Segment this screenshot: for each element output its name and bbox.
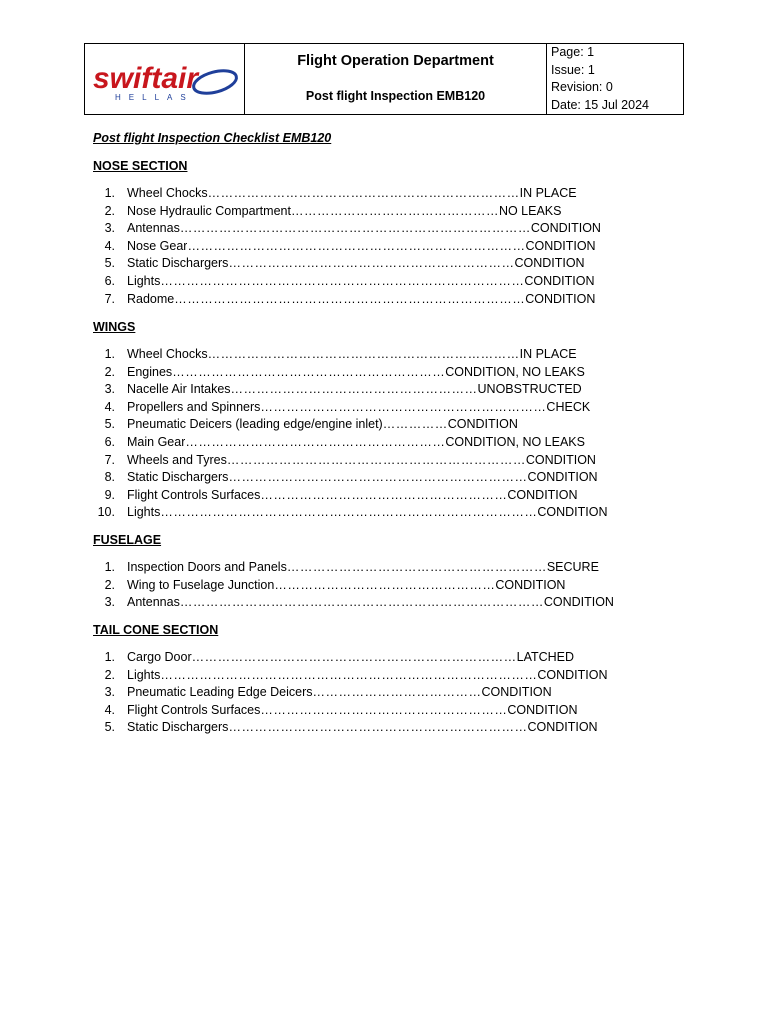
item-leader-dots: ………………………………………………………………………: [174, 291, 526, 306]
item-status: CONDITION: [537, 667, 608, 682]
checklist-item: [93, 504, 608, 522]
item-number: 2.: [104, 667, 115, 682]
checklist-item: [93, 203, 601, 221]
item-leader-dots: …………………………………………………………………: [191, 650, 517, 664]
item-label: Pneumatic Leading Edge Deicers: [127, 685, 313, 700]
item-label: Pneumatic Deicers (leading edge/engine inlet): [127, 417, 383, 432]
section-title: FUSELAGE: [93, 533, 162, 547]
item-number: 7.: [104, 291, 115, 306]
checklist-item: [93, 684, 608, 702]
checklist-title: Post flight Inspection Checklist EMB120: [93, 131, 332, 145]
item-label: Propellers and Spinners: [127, 399, 261, 414]
checklist-item: [93, 346, 608, 364]
logo-subtext: HELLAS: [114, 93, 194, 102]
revision-number: Revision: 0: [551, 80, 613, 94]
section-title: TAIL CONE SECTION: [93, 623, 219, 637]
item-label: Static Dischargers: [127, 256, 229, 271]
item-label: Nose Hydraulic Compartment: [127, 203, 291, 218]
item-number: 2.: [104, 364, 115, 379]
item-status: LATCHED: [516, 650, 575, 664]
item-status: CONDITION: [507, 702, 578, 717]
item-label: Nacelle Air Intakes: [127, 382, 231, 397]
checklist-item: [93, 649, 608, 667]
item-number: 1.: [104, 186, 115, 200]
item-status: UNOBSTRUCTED: [477, 382, 582, 397]
item-leader-dots: …………………………………………………………: [228, 256, 515, 271]
title-cell: [245, 44, 547, 114]
checklist-item: [93, 416, 608, 434]
item-status: CONDITION: [530, 221, 601, 236]
checklist-item: [93, 702, 608, 720]
item-label: Static Dischargers: [127, 470, 229, 485]
item-status: SECURE: [546, 560, 599, 574]
checklist-items: [93, 649, 608, 737]
item-status: CONDITION: [527, 470, 598, 485]
item-status: CONDITION: [525, 238, 596, 253]
item-label: Lights: [127, 667, 161, 682]
checklist-item: [93, 255, 601, 273]
section-title: WINGS: [93, 320, 136, 334]
item-leader-dots: …………………………………………………………………………: [160, 273, 525, 288]
item-status: CONDITION: [543, 595, 614, 610]
item-number: 6.: [104, 434, 115, 449]
item-number: 2.: [104, 577, 115, 592]
item-number: 9.: [104, 487, 115, 502]
item-status: CONDITION: [525, 291, 596, 306]
item-status: IN PLACE: [519, 347, 577, 361]
item-label: Inspection Doors and Panels: [127, 560, 287, 574]
item-status: CHECK: [546, 399, 591, 414]
item-label: Flight Controls Surfaces: [127, 702, 261, 717]
item-number: 2.: [104, 203, 115, 218]
item-leader-dots: ………………………………………………………………: [207, 347, 520, 361]
item-leader-dots: ……………………………………………………: [185, 434, 446, 449]
item-leader-dots: ……………………………………………: [274, 577, 496, 592]
item-label: Wing to Fuselage Junction: [127, 577, 275, 592]
item-label: Nose Gear: [127, 238, 188, 253]
checklist-item: [93, 364, 608, 382]
item-label: Wheel Chocks: [127, 347, 208, 361]
item-label: Antennas: [127, 595, 180, 610]
item-number: 5.: [104, 720, 115, 735]
item-status: CONDITION: [527, 720, 598, 735]
section-fuselage: [93, 531, 614, 612]
item-number: 5.: [104, 256, 115, 271]
item-number: 3.: [104, 685, 115, 700]
item-label: Static Dischargers: [127, 720, 229, 735]
checklist-item: [93, 291, 601, 309]
item-leader-dots: ……………………………………………………………: [228, 470, 528, 485]
item-status: CONDITION: [537, 505, 608, 520]
checklist-item: [93, 185, 601, 203]
item-number: 1.: [104, 347, 115, 361]
checklist-item: [93, 452, 608, 470]
checklist-item: [93, 469, 608, 487]
section-title: NOSE SECTION: [93, 159, 188, 173]
item-status: IN PLACE: [519, 186, 577, 200]
checklist-item: [93, 594, 614, 612]
section-wings: [93, 318, 608, 522]
item-number: 4.: [104, 399, 115, 414]
item-leader-dots: ……………………………………………………………………………: [160, 667, 538, 682]
item-number: 3.: [104, 221, 115, 236]
checklist-item: [93, 667, 608, 685]
item-status: CONDITION, NO LEAKS: [445, 434, 585, 449]
checklist-items: [93, 559, 614, 612]
item-status: CONDITION, NO LEAKS: [445, 364, 585, 379]
item-number: 1.: [104, 560, 115, 574]
checklist-items: [93, 185, 601, 308]
item-label: Radome: [127, 291, 175, 306]
item-status: CONDITION: [524, 273, 595, 288]
item-label: Main Gear: [127, 434, 186, 449]
item-number: 6.: [104, 273, 115, 288]
swiftair-logo: [87, 54, 243, 104]
item-label: Cargo Door: [127, 650, 192, 664]
item-number: 4.: [104, 702, 115, 717]
item-leader-dots: ………………………………………………………: [172, 364, 446, 379]
item-label: Wheel Chocks: [127, 186, 208, 200]
section-tail-cone: [93, 621, 608, 737]
checklist-item: [93, 238, 601, 256]
checklist-item: [93, 399, 608, 417]
item-leader-dots: ……………………………………………………………………………: [160, 505, 538, 520]
item-status: CONDITION: [525, 452, 596, 467]
company-logo-cell: [85, 44, 245, 114]
checklist-item: [93, 434, 608, 452]
item-leader-dots: …………………………………………………: [230, 382, 478, 397]
document-title: Post flight Inspection EMB120: [305, 89, 486, 103]
item-status: CONDITION: [507, 487, 578, 502]
checklist-item: [93, 577, 614, 595]
item-number: 7.: [104, 452, 115, 467]
item-number: 1.: [104, 650, 115, 664]
document-header: [84, 43, 684, 115]
checklist-item: [93, 273, 601, 291]
item-leader-dots: …………………………………………………: [260, 702, 508, 717]
page-number: Page: 1: [551, 45, 595, 59]
item-number: 5.: [104, 417, 115, 432]
checklist-item: [93, 719, 608, 737]
item-leader-dots: ……………………………………………………………: [226, 452, 526, 467]
item-status: CONDITION: [495, 577, 566, 592]
item-status: CONDITION: [447, 417, 518, 432]
item-leader-dots: …………………………………………: [290, 203, 499, 218]
checklist-item: [93, 220, 601, 238]
item-leader-dots: ………………………………………………………………: [207, 186, 520, 200]
checklist-item: [93, 381, 608, 399]
department-title: Flight Operation Department: [297, 53, 494, 69]
logo-wordmark: swiftair: [92, 62, 198, 95]
item-leader-dots: …………………………………………………………: [260, 399, 547, 414]
section-nose: [93, 157, 601, 308]
item-leader-dots: ……………………………………………………: [286, 560, 547, 574]
item-label: Wheels and Tyres: [127, 452, 227, 467]
item-label: Lights: [127, 505, 161, 520]
item-leader-dots: …………………………………………………: [260, 487, 508, 502]
item-number: 4.: [104, 238, 115, 253]
document-meta-cell: [547, 44, 683, 114]
item-label: Engines: [127, 364, 173, 379]
item-status: CONDITION: [514, 256, 585, 271]
item-number: 3.: [104, 595, 115, 610]
item-number: 8.: [104, 470, 115, 485]
document-date: Date: 15 Jul 2024: [551, 97, 649, 112]
item-number: 3.: [104, 382, 115, 397]
item-number: 10.: [97, 505, 115, 520]
item-leader-dots: ……………: [382, 417, 448, 432]
checklist-item: [93, 559, 614, 577]
item-status: CONDITION: [481, 685, 552, 700]
item-leader-dots: ……………………………………………………………: [228, 720, 528, 735]
item-leader-dots: ……………………………………………………………………: [187, 238, 526, 253]
issue-number: Issue: 1: [551, 62, 595, 77]
item-leader-dots: …………………………………: [312, 685, 482, 700]
item-status: NO LEAKS: [498, 203, 562, 218]
item-leader-dots: …………………………………………………………………………: [179, 595, 544, 610]
logo-swoosh: [191, 67, 239, 98]
item-leader-dots: ………………………………………………………………………: [179, 221, 531, 236]
checklist-items: [93, 346, 608, 522]
item-label: Flight Controls Surfaces: [127, 487, 261, 502]
item-label: Lights: [127, 273, 161, 288]
item-label: Antennas: [127, 221, 180, 236]
checklist-item: [93, 487, 608, 505]
